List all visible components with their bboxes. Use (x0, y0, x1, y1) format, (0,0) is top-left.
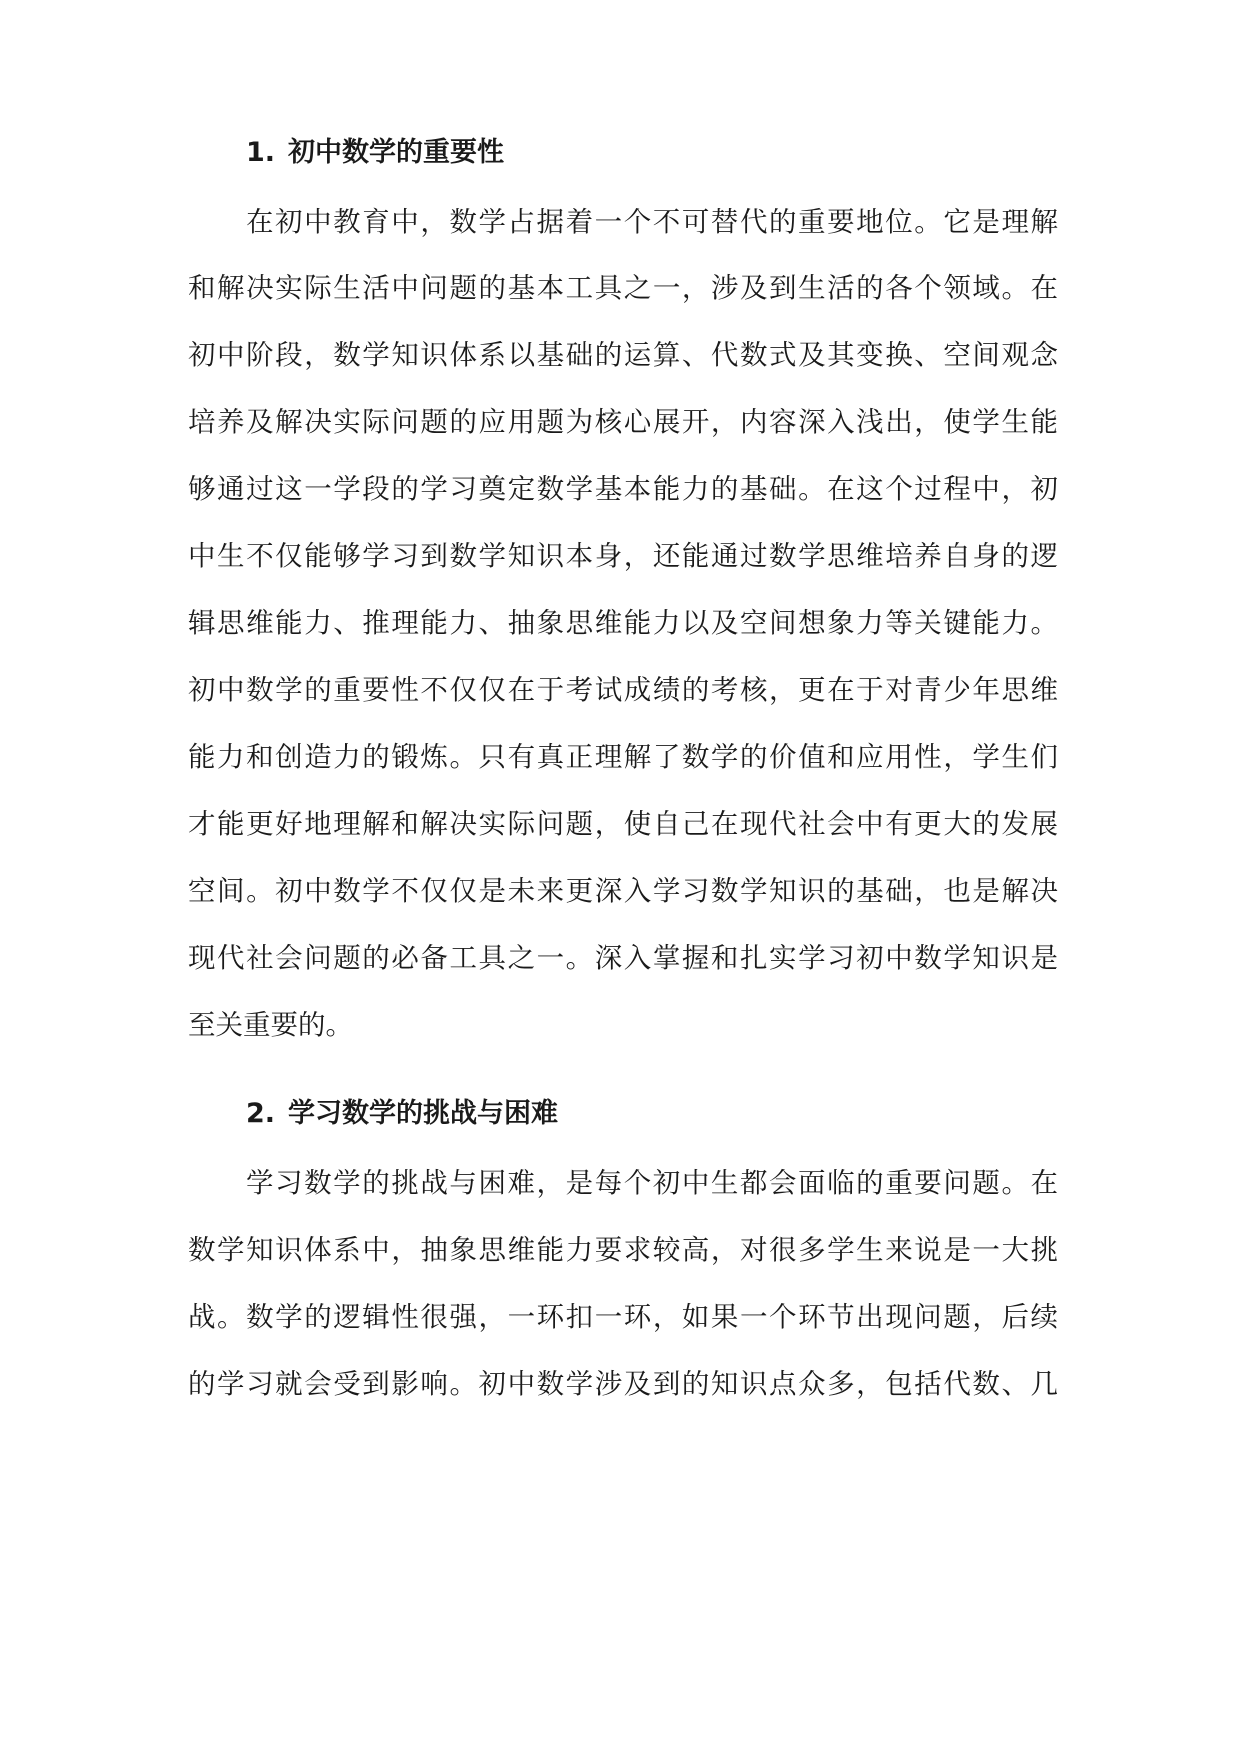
section-1-title: 初中数学的重要性 (288, 137, 504, 168)
paragraph-line: 初中阶段，数学知识体系以基础的运算、代数式及其变换、空间观念 (188, 339, 1058, 371)
paragraph-line: 才能更好地理解和解决实际问题，使自己在现代社会中有更大的发展 (188, 808, 1058, 840)
paragraph-line: 能力和创造力的锻炼。只有真正理解了数学的价值和应用性，学生们 (188, 741, 1058, 773)
paragraph-line: 在初中教育中，数学占据着一个不可替代的重要地位。它是理解 (246, 206, 1058, 238)
paragraph-line: 够通过这一学段的学习奠定数学基本能力的基础。在这个过程中，初 (188, 473, 1058, 505)
paragraph-line: 数学知识体系中，抽象思维能力要求较高，对很多学生来说是一大挑 (188, 1234, 1058, 1266)
section-2-heading (246, 1097, 558, 1131)
section-2-number: 2. (246, 1098, 276, 1129)
paragraph-line: 辑思维能力、推理能力、抽象思维能力以及空间想象力等关键能力。 (188, 607, 1058, 639)
section-2-title: 学习数学的挑战与困难 (288, 1098, 558, 1129)
paragraph-line: 培养及解决实际问题的应用题为核心展开，内容深入浅出，使学生能 (188, 406, 1058, 438)
paragraph-line: 中生不仅能够学习到数学知识本身，还能通过数学思维培养自身的逻 (188, 540, 1058, 572)
paragraph-line: 学习数学的挑战与困难，是每个初中生都会面临的重要问题。在 (246, 1167, 1058, 1199)
paragraph-line: 的学习就会受到影响。初中数学涉及到的知识点众多，包括代数、几 (188, 1368, 1058, 1400)
section-1-heading (246, 136, 504, 170)
paragraph-line: 空间。初中数学不仅仅是未来更深入学习数学知识的基础，也是解决 (188, 875, 1058, 907)
paragraph-line: 至关重要的。 (188, 1009, 353, 1041)
paragraph-line: 初中数学的重要性不仅仅在于考试成绩的考核，更在于对青少年思维 (188, 674, 1058, 706)
paragraph-line: 战。数学的逻辑性很强，一环扣一环，如果一个环节出现问题，后续 (188, 1301, 1058, 1333)
paragraph-line: 现代社会问题的必备工具之一。深入掌握和扎实学习初中数学知识是 (188, 942, 1058, 974)
paragraph-line: 和解决实际生活中问题的基本工具之一，涉及到生活的各个领域。在 (188, 272, 1058, 304)
section-1-number: 1. (246, 137, 276, 168)
